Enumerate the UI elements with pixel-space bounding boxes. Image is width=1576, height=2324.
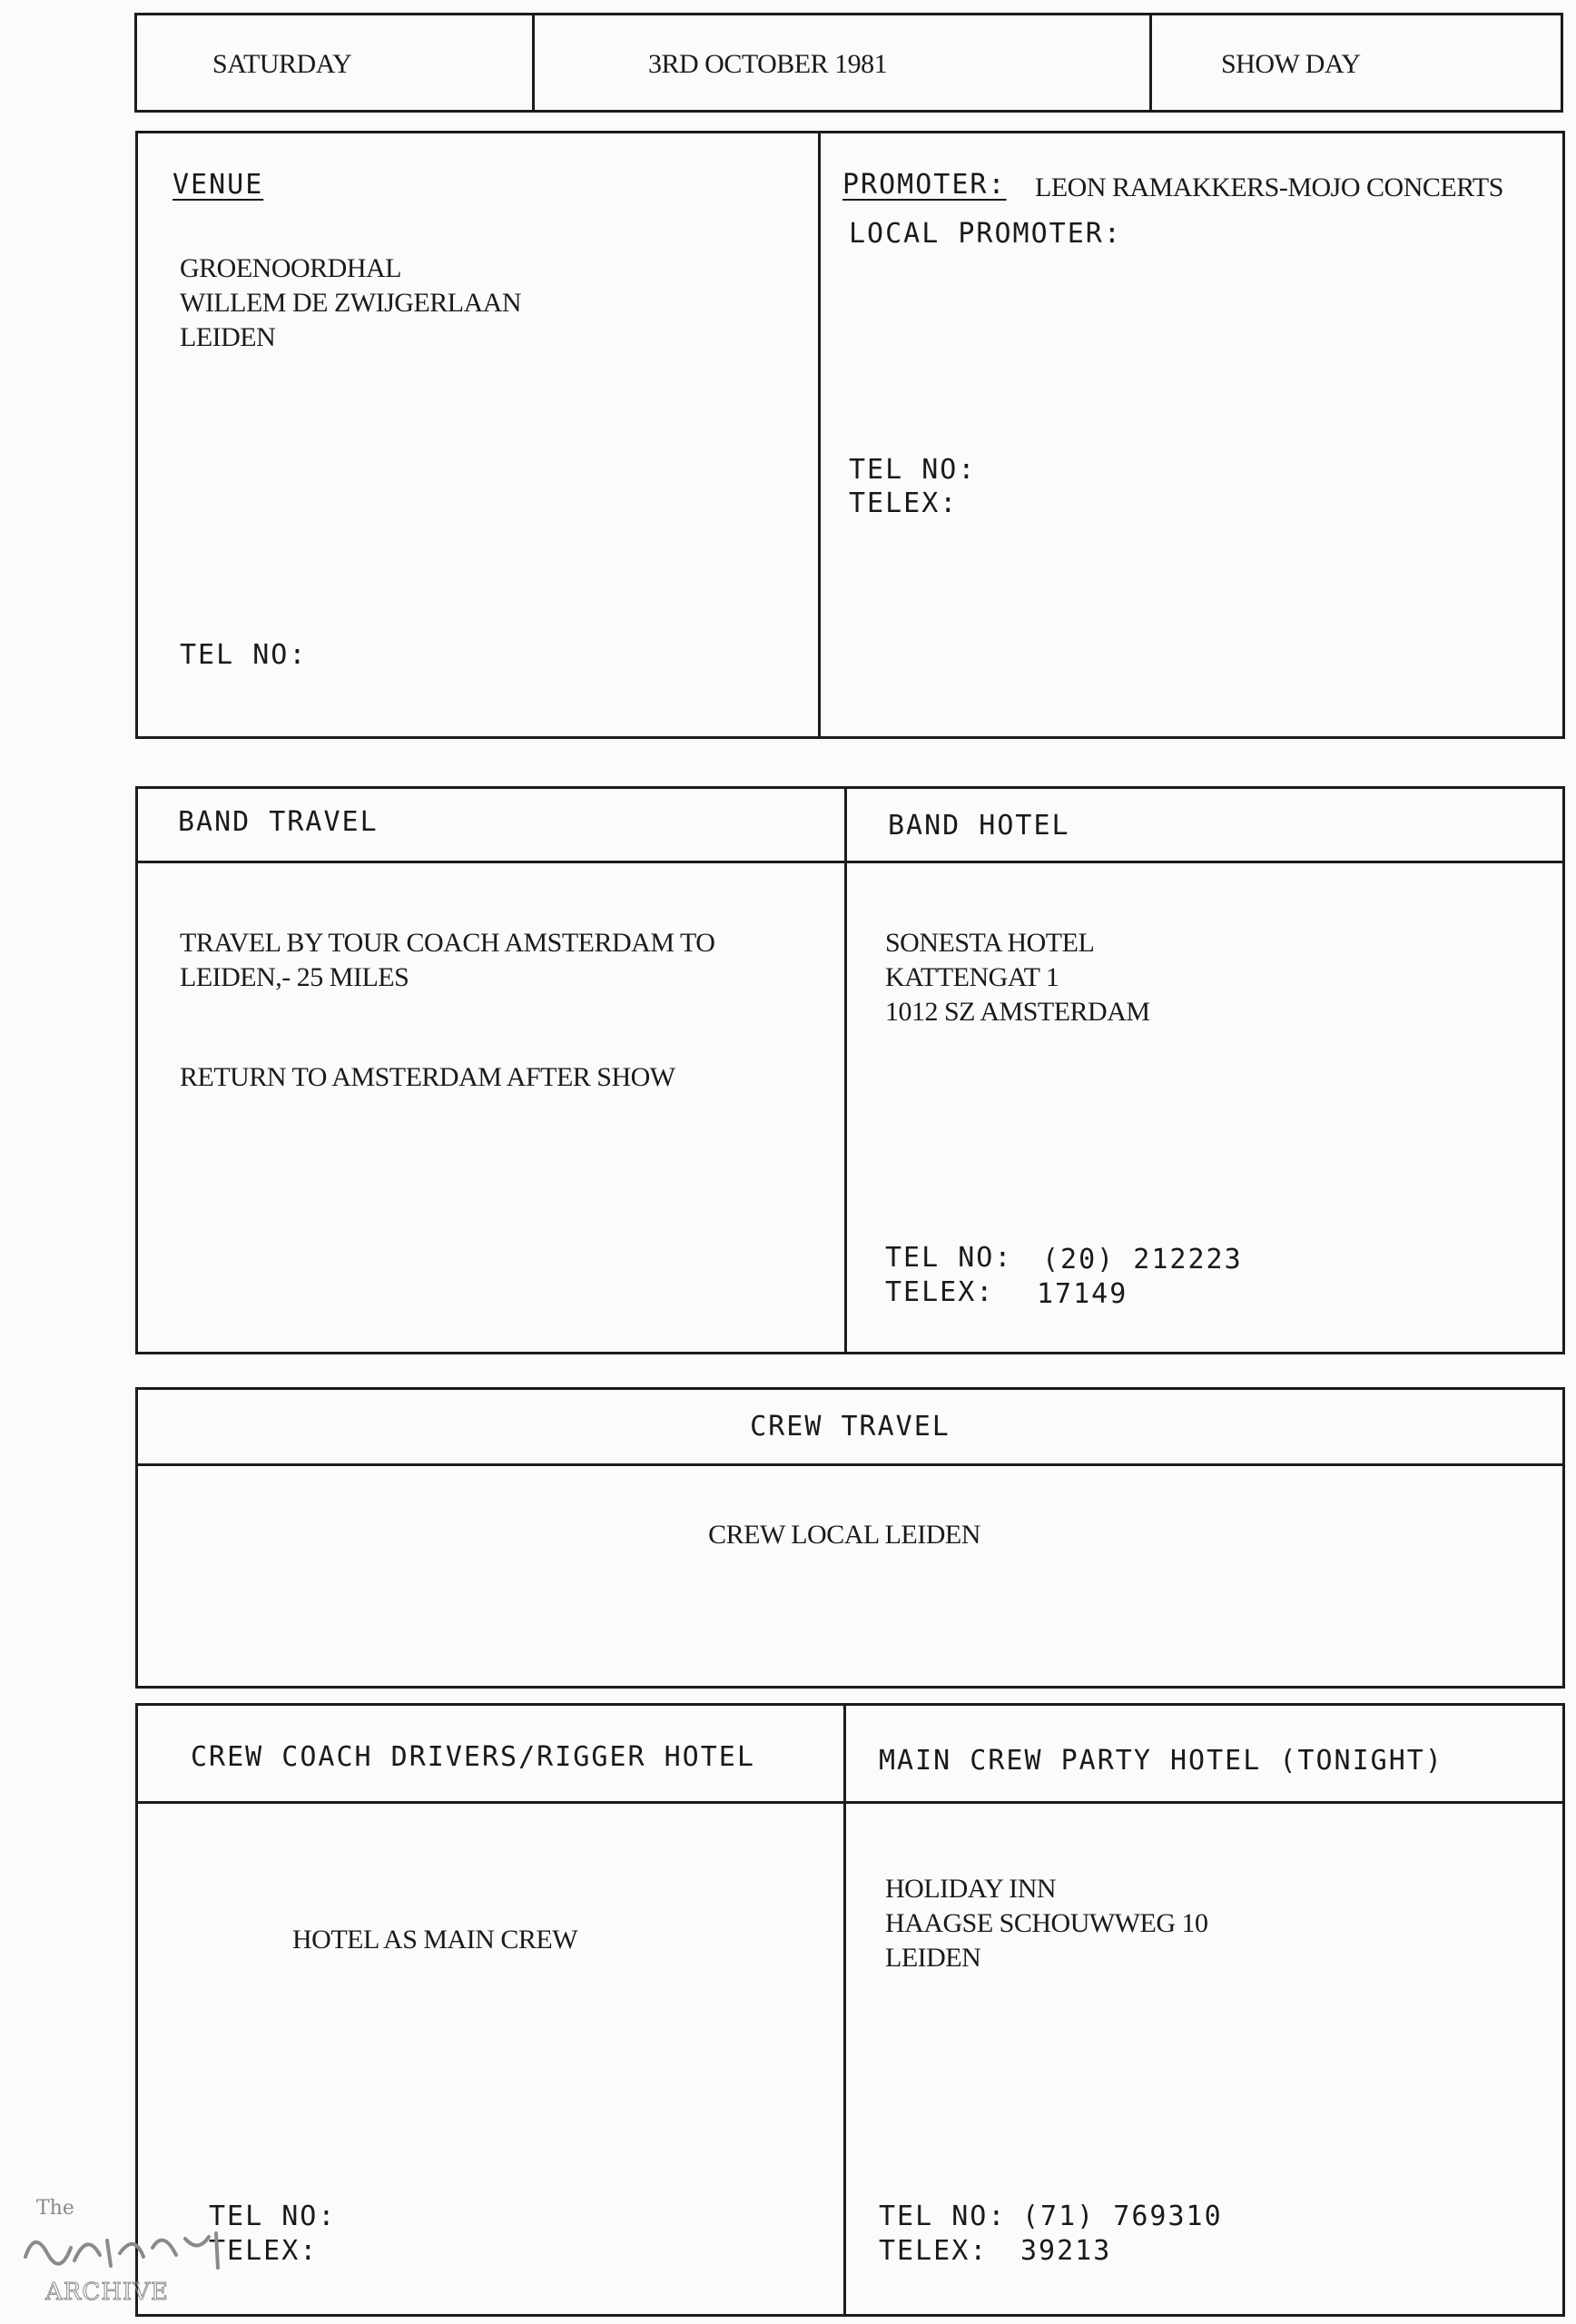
main-crew-telex-value: 39213 <box>1020 2235 1112 2267</box>
band-heading-rule <box>135 861 1565 863</box>
crew-travel-heading: CREW TRAVEL <box>750 1411 951 1443</box>
promoter-heading: PROMOTER: <box>842 169 1007 201</box>
crew-hotels-box <box>135 1703 1565 2317</box>
show-day-label: SHOW DAY <box>1221 49 1361 79</box>
promoter-tel-label: TEL NO: <box>849 454 977 486</box>
venue-tel-label: TEL NO: <box>180 639 308 671</box>
main-crew-tel-label: TEL NO: <box>879 2201 1007 2232</box>
crew-coach-hotel-text: HOTEL AS MAIN CREW <box>292 1925 578 1955</box>
band-hotel-telex-value: 17149 <box>1037 1278 1128 1310</box>
venue-heading: VENUE <box>172 169 264 201</box>
venue-address <box>180 251 521 355</box>
main-crew-hotel-address <box>885 1872 1207 1975</box>
crew-coach-telex-label: TELEX: <box>209 2235 319 2267</box>
venue-line: LEIDEN <box>180 322 276 352</box>
band-hotel-line: SONESTA HOTEL <box>885 928 1095 958</box>
promoter-name: LEON RAMAKKERS-MOJO CONCERTS <box>1035 172 1503 202</box>
main-crew-hotel-line: HAAGSE SCHOUWWEG 10 <box>885 1908 1208 1938</box>
band-hotel-heading: BAND HOTEL <box>888 810 1070 842</box>
header-divider <box>1149 13 1152 113</box>
venue-line: GROENOORDHAL <box>180 253 401 283</box>
band-hotel-line: 1012 SZ AMSTERDAM <box>885 997 1150 1027</box>
band-divider <box>844 786 847 1354</box>
archive-logo-mark <box>16 2221 225 2275</box>
date-label: 3RD OCTOBER 1981 <box>648 49 888 79</box>
crew-hotels-heading-rule <box>135 1801 1565 1804</box>
header-divider <box>532 13 535 113</box>
main-crew-hotel-heading: MAIN CREW PARTY HOTEL (TONIGHT) <box>879 1745 1443 1777</box>
day-label: SATURDAY <box>212 49 352 79</box>
band-travel-line: LEIDEN,- 25 MILES <box>180 962 409 992</box>
crew-travel-text: CREW LOCAL LEIDEN <box>708 1520 980 1550</box>
promoter-telex-label: TELEX: <box>849 487 959 519</box>
archive-logo <box>16 2197 225 2310</box>
band-hotel-tel-label: TEL NO: <box>885 1242 1013 1274</box>
band-hotel-tel-value: (20) 212223 <box>1042 1244 1243 1275</box>
crew-travel-heading-rule <box>135 1463 1565 1466</box>
band-hotel-address <box>885 926 1150 1029</box>
main-crew-hotel-line: LEIDEN <box>885 1943 981 1973</box>
venue-promoter-divider <box>818 131 821 739</box>
band-travel-line: TRAVEL BY TOUR COACH AMSTERDAM TO <box>180 928 715 958</box>
archive-logo-the: The <box>36 2197 74 2220</box>
main-crew-telex-label: TELEX: <box>879 2235 989 2267</box>
archive-logo-name: ARCHIVE <box>45 2279 169 2306</box>
band-return-line: RETURN TO AMSTERDAM AFTER SHOW <box>180 1062 675 1092</box>
main-crew-hotel-line: HOLIDAY INN <box>885 1874 1057 1904</box>
main-crew-tel-value: (71) 769310 <box>1022 2201 1223 2232</box>
crew-hotels-divider <box>843 1703 846 2317</box>
band-hotel-telex-label: TELEX: <box>885 1276 995 1308</box>
venue-line: WILLEM DE ZWIJGERLAAN <box>180 288 522 318</box>
crew-coach-tel-label: TEL NO: <box>209 2201 337 2232</box>
crew-coach-hotel-heading: CREW COACH DRIVERS/RIGGER HOTEL <box>191 1741 755 1773</box>
band-hotel-line: KATTENGAT 1 <box>885 962 1059 992</box>
band-travel-details <box>180 926 714 995</box>
local-promoter-label: LOCAL PROMOTER: <box>849 218 1122 250</box>
band-travel-heading: BAND TRAVEL <box>178 806 379 838</box>
